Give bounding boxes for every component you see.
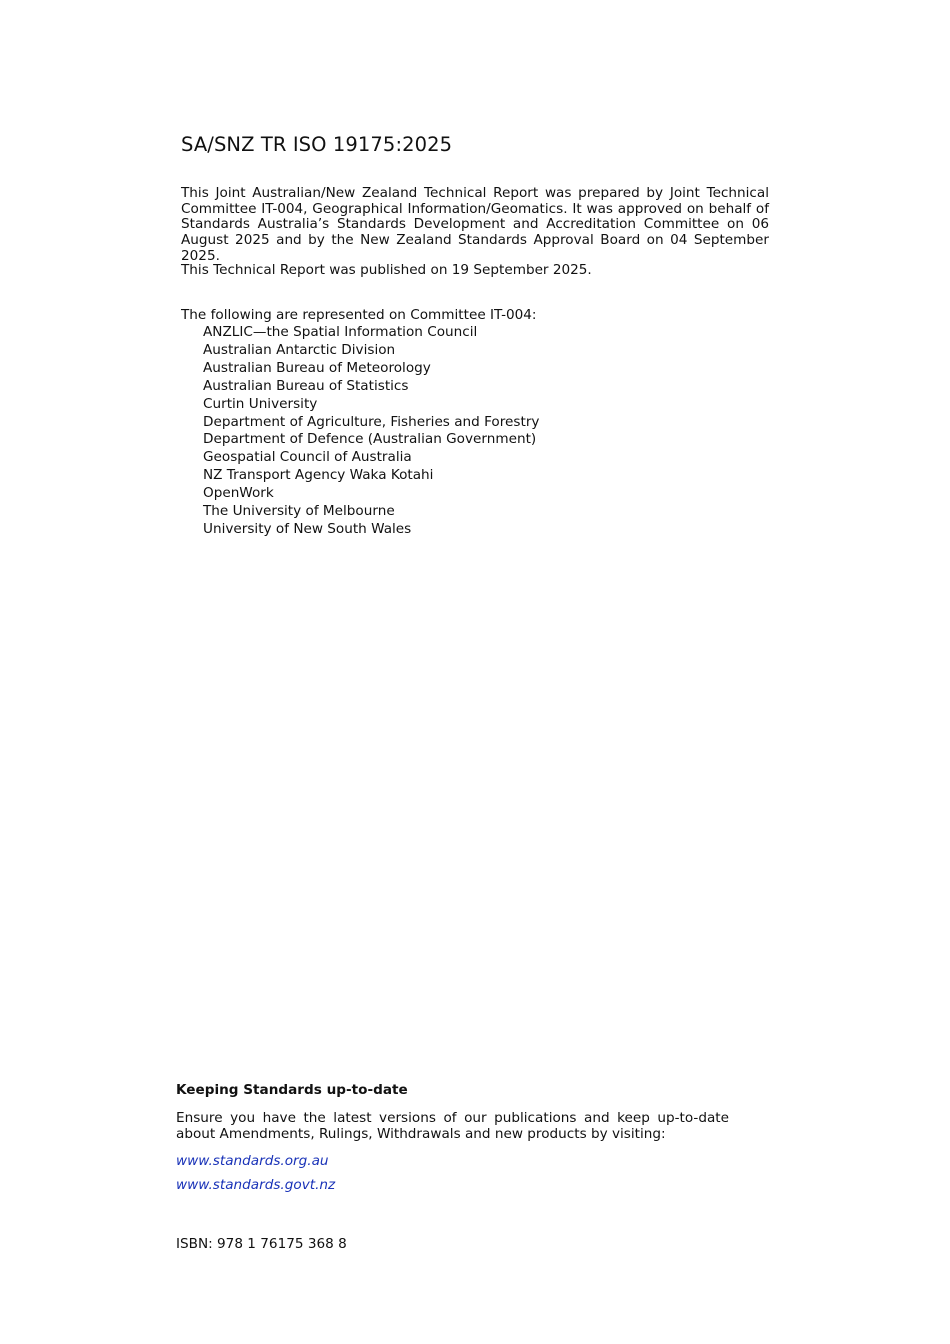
committee-intro: The following are represented on Committee IT-004: [181, 307, 537, 323]
keeping-standards-body: Ensure you have the latest versions of our publications and keep up-to-date about Amendments, Rulings, Withdrawals and new products by visiting: [176, 1110, 729, 1142]
standards-new-zealand-link[interactable]: www.standards.govt.nz [176, 1177, 336, 1193]
committee-member: Department of Defence (Australian Government) [203, 431, 537, 448]
publication-date-paragraph: This Technical Report was published on 19 September 2025. [181, 262, 592, 278]
committee-member: OpenWork [203, 485, 274, 502]
committee-member: Curtin University [203, 395, 318, 412]
committee-member: Australian Antarctic Division [203, 341, 396, 358]
committee-member: University of New South Wales [203, 520, 412, 537]
document-title: SA/SNZ TR ISO 19175:2025 [181, 133, 453, 156]
keeping-standards-heading: Keeping Standards up-to-date [176, 1082, 408, 1098]
committee-member: Australian Bureau of Statistics [203, 377, 409, 394]
committee-member: Department of Agriculture, Fisheries and Forestry [203, 413, 540, 430]
committee-member: ANZLIC—the Spatial Information Council [203, 324, 478, 340]
preparation-paragraph: This Joint Australian/New Zealand Technical Report was prepared by Joint Technical Committee IT-004, Geographical Information/Geomatics. It was approved on behalf of Standards Australia’s Standards Development and Accreditation Committee on 06 August 2025 and by the New Zealand Standards Approval Board on 04 September 2025. [181, 185, 769, 264]
standards-australia-link[interactable]: www.standards.org.au [176, 1153, 329, 1169]
committee-member: The University of Melbourne [203, 503, 395, 520]
isbn-number: ISBN: 978 1 76175 368 8 [176, 1236, 347, 1252]
committee-member: NZ Transport Agency Waka Kotahi [203, 467, 434, 484]
committee-member: Australian Bureau of Meteorology [203, 359, 431, 376]
committee-member: Geospatial Council of Australia [203, 449, 412, 466]
committee-member-list [203, 324, 539, 539]
